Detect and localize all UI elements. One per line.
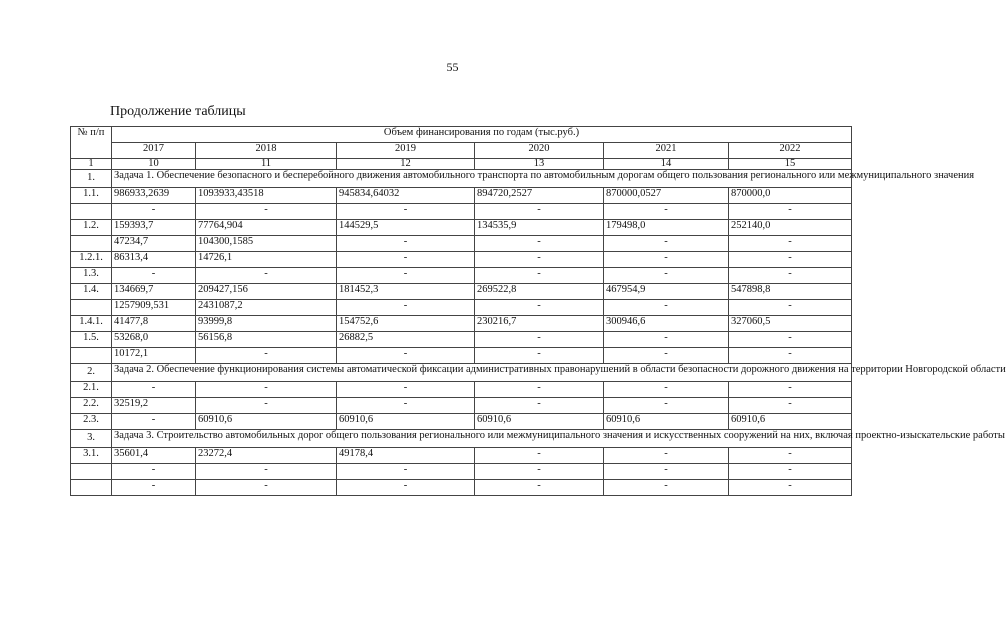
column-index: 12: [337, 159, 475, 170]
table-cell: 134535,9: [475, 220, 604, 236]
header-year: 2019: [337, 143, 475, 159]
row-number: [71, 480, 112, 496]
header-year: 2020: [475, 143, 604, 159]
table-cell: -: [729, 448, 852, 464]
table-cell: -: [475, 448, 604, 464]
row-number: [71, 464, 112, 480]
table-cell: 300946,6: [604, 316, 729, 332]
task-description: Задача 1. Обеспечение безопасного и бесперебойного движения автомобильного транспорта по автомобильным дорогам общего пользования регионального или межмуниципального значения: [112, 170, 852, 188]
table-cell: 945834,64032: [337, 188, 475, 204]
column-index: 14: [604, 159, 729, 170]
task-description: Задача 3. Строительство автомобильных дорог общего пользования регионального или межмуниципального значения и искусственных сооружений на них, включая проектно-изыскательские работы: [112, 430, 852, 448]
row-number: 1.4.1.: [71, 316, 112, 332]
table-cell: -: [112, 464, 196, 480]
table-cell: 870000,0527: [604, 188, 729, 204]
row-number: 2.2.: [71, 398, 112, 414]
table-cell: -: [604, 464, 729, 480]
table-cell: -: [112, 268, 196, 284]
table-cell: -: [604, 398, 729, 414]
table-cell: 23272,4: [196, 448, 337, 464]
table-cell: -: [475, 480, 604, 496]
table-cell: -: [604, 448, 729, 464]
header-row-group: [71, 127, 852, 143]
table-row: [71, 348, 852, 364]
table-row: [71, 220, 852, 236]
table-cell: -: [112, 204, 196, 220]
table-cell: 26882,5: [337, 332, 475, 348]
table-cell: 181452,3: [337, 284, 475, 300]
funding-table: [70, 126, 1006, 496]
table-cell: 179498,0: [604, 220, 729, 236]
table-cell: 60910,6: [604, 414, 729, 430]
table-cell: -: [475, 300, 604, 316]
table-cell: -: [337, 382, 475, 398]
table-cell: 60910,6: [729, 414, 852, 430]
table-cell: -: [196, 348, 337, 364]
table-cell: -: [604, 382, 729, 398]
table-cell: -: [196, 268, 337, 284]
table-cell: 60910,6: [475, 414, 604, 430]
row-number: 3.1.: [71, 448, 112, 464]
table-cell: 467954,9: [604, 284, 729, 300]
table-body: [71, 127, 1006, 496]
table-cell: -: [475, 236, 604, 252]
row-number: 1.: [71, 170, 112, 188]
row-number: 3.: [71, 430, 112, 448]
table-cell: -: [729, 480, 852, 496]
header-year: 2022: [729, 143, 852, 159]
row-number: 1.2.: [71, 220, 112, 236]
column-index: 13: [475, 159, 604, 170]
table-row: [71, 188, 852, 204]
table-cell: -: [337, 398, 475, 414]
row-number: [71, 348, 112, 364]
table-cell: -: [475, 464, 604, 480]
table-cell: -: [337, 252, 475, 268]
table-cell: 144529,5: [337, 220, 475, 236]
table-cell: 894720,2527: [475, 188, 604, 204]
header-row-index: [71, 159, 852, 170]
table-cell: 35601,4: [112, 448, 196, 464]
table-cell: 154752,6: [337, 316, 475, 332]
header-year: 2017: [112, 143, 196, 159]
row-number: 1.4.: [71, 284, 112, 300]
row-number: [71, 300, 112, 316]
column-index: 1: [71, 159, 112, 170]
table-cell: -: [196, 480, 337, 496]
header-num: № п/п: [71, 127, 112, 159]
row-number: 1.1.: [71, 188, 112, 204]
table-row: [71, 382, 852, 398]
task-row: [71, 170, 852, 188]
table-row: [71, 316, 852, 332]
table-cell: 53268,0: [112, 332, 196, 348]
table-cell: 1257909,531: [112, 300, 196, 316]
table-cell: 159393,7: [112, 220, 196, 236]
table-row: [71, 300, 852, 316]
table-row: [71, 448, 852, 464]
page-number: 55: [446, 60, 459, 74]
table-cell: -: [475, 332, 604, 348]
table-cell: -: [604, 252, 729, 268]
table-cell: 1093933,43518: [196, 188, 337, 204]
row-number: [71, 204, 112, 220]
table-cell: 47234,7: [112, 236, 196, 252]
row-number: 1.2.1.: [71, 252, 112, 268]
table-cell: -: [604, 236, 729, 252]
table-cell: -: [337, 204, 475, 220]
table-cell: -: [729, 204, 852, 220]
table-cell: -: [604, 480, 729, 496]
table-cell: 93999,8: [196, 316, 337, 332]
table-cell: 269522,8: [475, 284, 604, 300]
table-cell: 49178,4: [337, 448, 475, 464]
table-cell: 60910,6: [337, 414, 475, 430]
table-row: [71, 236, 852, 252]
table-cell: -: [337, 268, 475, 284]
table-cell: 2431087,2: [196, 300, 337, 316]
table-cell: -: [729, 300, 852, 316]
table-row: [71, 252, 852, 268]
table-cell: -: [337, 464, 475, 480]
table-cell: -: [604, 332, 729, 348]
table-row: [71, 414, 852, 430]
table-cell: 230216,7: [475, 316, 604, 332]
table-cell: 986933,2639: [112, 188, 196, 204]
header-funding-group: Объем финансирования по годам (тыс.руб.): [112, 127, 852, 143]
table-cell: -: [475, 268, 604, 284]
table-cell: -: [475, 204, 604, 220]
table-cell: -: [112, 480, 196, 496]
table-cell: -: [729, 268, 852, 284]
table-cell: 10172,1: [112, 348, 196, 364]
table-cell: -: [729, 398, 852, 414]
table-cell: -: [729, 464, 852, 480]
table-row: [71, 464, 852, 480]
table-cell: -: [196, 382, 337, 398]
table-cell: 252140,0: [729, 220, 852, 236]
table-cell: 56156,8: [196, 332, 337, 348]
table-cell: -: [729, 332, 852, 348]
table-cell: 14726,1: [196, 252, 337, 268]
table-cell: 32519,2: [112, 398, 196, 414]
table-cell: -: [604, 300, 729, 316]
table-cell: 60910,6: [196, 414, 337, 430]
table-cell: -: [475, 382, 604, 398]
table-cell: -: [337, 348, 475, 364]
table-cell: -: [337, 300, 475, 316]
table-row: [71, 268, 852, 284]
table-cell: -: [475, 398, 604, 414]
table-cell: 77764,904: [196, 220, 337, 236]
task-row: [71, 364, 852, 382]
header-year: 2021: [604, 143, 729, 159]
table-row: [71, 480, 852, 496]
table-row: [71, 284, 852, 300]
table-cell: -: [196, 398, 337, 414]
table-cell: 209427,156: [196, 284, 337, 300]
column-index: 15: [729, 159, 852, 170]
header-year: 2018: [196, 143, 337, 159]
table-cell: 327060,5: [729, 316, 852, 332]
table-cell: -: [729, 348, 852, 364]
table-row: [71, 332, 852, 348]
table-row: [71, 398, 852, 414]
table-cell: -: [604, 348, 729, 364]
row-number: 1.5.: [71, 332, 112, 348]
table-cell: 547898,8: [729, 284, 852, 300]
table-cell: -: [112, 414, 196, 430]
table-cell: -: [729, 382, 852, 398]
table-cell: -: [196, 464, 337, 480]
table-cell: -: [337, 480, 475, 496]
table-cell: -: [475, 252, 604, 268]
table-row: [71, 204, 852, 220]
task-description: Задача 2. Обеспечение функционирования системы автоматической фиксации административных правонарушений в области безопасности дорожного движения на территории Новгородской области: [112, 364, 852, 382]
table-cell: 870000,0: [729, 188, 852, 204]
table-cell: 134669,7: [112, 284, 196, 300]
row-number: 2.3.: [71, 414, 112, 430]
column-index: 11: [196, 159, 337, 170]
header-row-years: [71, 143, 852, 159]
table-cell: -: [337, 236, 475, 252]
row-number: 2.1.: [71, 382, 112, 398]
table-cell: -: [112, 382, 196, 398]
table-caption: Продолжение таблицы: [110, 104, 246, 119]
row-number: 2.: [71, 364, 112, 382]
table-cell: 104300,1585: [196, 236, 337, 252]
table-cell: 86313,4: [112, 252, 196, 268]
column-index: 10: [112, 159, 196, 170]
table-cell: -: [604, 204, 729, 220]
table-cell: 41477,8: [112, 316, 196, 332]
row-number: 1.3.: [71, 268, 112, 284]
table-cell: -: [729, 236, 852, 252]
row-number: [71, 236, 112, 252]
task-row: [71, 430, 852, 448]
table-cell: -: [475, 348, 604, 364]
table-cell: -: [604, 268, 729, 284]
table-cell: -: [729, 252, 852, 268]
table-cell: -: [196, 204, 337, 220]
